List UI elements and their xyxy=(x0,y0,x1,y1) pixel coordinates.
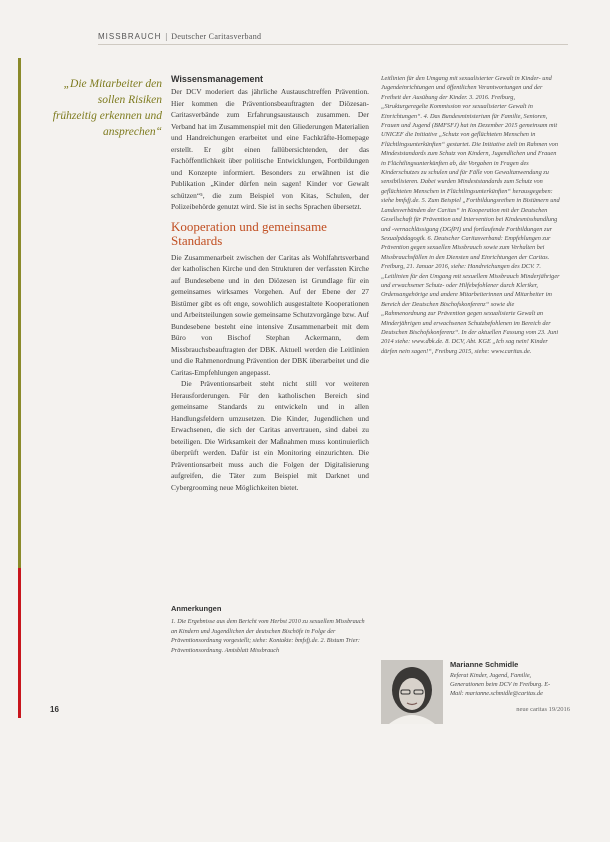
section-label: MISSBRAUCH xyxy=(98,32,162,41)
notes-text: 1. Die Ergebnisse aus dem Bericht vom Herbst 2010 zu sexuellem Missbrauch an Kindern und Jugendlichen der deutschen Bischöfe in Folge der Präventionsordnung vorgestellt; siehe: Kontakte: bmfsfj.de. 2. Bistum Trier: Präventionsordnung. Amtsblatt Missbrauch xyxy=(171,618,365,654)
section-heading-wissensmanagement: Wissensmanagement xyxy=(171,74,263,84)
footnotes-text: Leitlinien für den Umgang mit sexualisierter Gewalt in Kinder- und Jugendeinrichtungen und öffentlichen Verantwortungen und der Freiheit der Ausübung der Kinder. 3. 2016. Freiburg, „Strukturgeregelte Kommission vor sexualisierter Gewalt in Einrichtungen“. 4. Das Bundesministerium für Familie, Senioren, Frauen und Jugend (BMFSFJ) hat im Dezember 2015 gemeinsam mit UNICEF die Initiative „Schutz von geflüchteten Menschen in Flüchtlingsunterkünften“ gestartet. Die Initiative zielt im Rahmen von Mindeststandards zum Schutz von Kindern, Jugendlichen und Frauen in Flüchtlingsunterkünften ab, die Vorgaben in Fragen des Kinderschutzes zu schulen und für Fälle von Gewaltanwendung zu sensibilisieren. Dabei wurden Mindeststandards zum Schutz von geflüchteten Menschen in Flüchtlingsunterkünften“ herausgegeben: siehe bmfsfj.de. 5. Zum Beispiel „Fortbildungsreihen in Bistümern und Landesverbänden der Caritas“ in Kooperation mit der Deutschen Gesellschaft für Prävention und Intervention bei Kindesmisshandlung und -vernachlässigung (DGfPI) und fortlaufende Fortbildungen zur Sexualpädagogik. 6. Deutscher Caritasverband: Empfehlungen zur Prävention gegen sexuellen Missbrauch sowie zum Verhalten bei Missbrauchsfällen in den Diensten und Einrichtungen der Caritas. Freiburg, 21. Januar 2016, siehe: Handreichungen des DCV. 7. „Leitlinien für den Umgang mit sexuellem Missbrauch Minderjähriger und erwachsener Schutz- oder Hilfebefohlener durch Kleriker, Ordensangehörige und andere Mitarbeiterinnen und Mitarbeiter im Bereich der Deutschen Bischofskonferenz“ sowie die „Rahmenordnung zur Prävention gegen sexualisierte Gewalt an Minderjährigen und erwachsenen Schutzbefohlenen im Bereich der Deutschen Bischofskonferenz“. In der aktuellen Fassung vom 23. Juni 2014 siehe: www.dbk.de. 8. DCV, Abt. KGE „Ich sag nein! Kinder dürfen nein sagen!“, Freiburg 2015, siehe: www.caritas.de. xyxy=(381,75,560,355)
paragraph-kooperation-2: Die Präventionsarbeit steht nicht still vor weiteren Herausforderungen. Für den katholischen Bereich sind gemeinsame Standards zu entwickeln und in allen Handlungsfeldern umzusetzen. Die Kinder, Jugendlichen und Erwachsenen, die sich der Caritas anvertrauen, sind dabei zu beteiligen. Die Wirksamkeit der Maßnahmen muss kontinuierlich überprüft werden. Dafür ist ein Monitoring einzurichten. Die Präventionsarbeit muss auch die Folgen der Digitalisierung aufgreifen, die Täter zum Beispiel mit Darknet und Cybergrooming neue Möglichkeiten bietet. xyxy=(171,379,369,492)
section-heading-kooperation: Kooperation und gemeinsame Standards xyxy=(171,218,327,248)
header-subtitle: Deutscher Caritasverband xyxy=(171,32,262,41)
accent-bar-red xyxy=(18,568,21,718)
pull-quote: „Die Mitarbeiter den sollen Risiken frühzeitig erkennen und ansprechen“ xyxy=(52,78,162,138)
paragraph-wissensmanagement: Der DCV moderiert das jährliche Austauschtreffen Prävention. Hier kommen die Präventionsbeauftragten der Diözesan-Caritasverbände zum Erfahrungsaustausch zusammen. Der Verband hat im Zusammenspiel mit den Gliederungen Materialien und Handreichungen erarbeitet und eine Fachkräfte-Homepage erstellt. Er gibt einen fallübersichtenden, der das Fachöffentlichkeit über politische Entwicklungen, Fortbildungen und Konzepte informiert. Besonders zu erwähnen ist die Publikation „Kinder dürfen nein sagen! Kinder vor Gewalt schützen“⁵, die zum Beispiel von Kitas, Schulen, der Polizeibehörde genutzt wird. Sie ist in sechs Sprachen übersetzt. xyxy=(171,87,369,211)
footnotes-column xyxy=(381,74,561,356)
journal-issue: neue caritas 19/2016 xyxy=(516,706,570,713)
main-column xyxy=(171,74,369,493)
author-box xyxy=(381,660,561,724)
notes-section xyxy=(171,604,369,655)
page-header: MISSBRAUCH | Deutscher Caritasverband xyxy=(98,32,262,41)
author-name: Marianne Schmidle xyxy=(450,660,519,669)
header-rule xyxy=(98,44,568,45)
author-photo xyxy=(381,660,443,724)
notes-heading: Anmerkungen xyxy=(171,604,222,613)
paragraph-kooperation-1: Die Zusammenarbeit zwischen der Caritas als Wohlfahrtsverband der katholischen Kirche und den Strukturen der verfassten Kirche auf Bundesebene und in den Diözesen ist Grundlage für ein gemeinsames wirksames Vorgehen. Auf der Ebene der 27 Bistümer gibt es oft enge, sowohlich ausgestaltete Kooperationen und Arbeitsteilungen sowie gemeinsame Schutzvorgänge bzw. Auf Bundesebene besteht eine intensive Zusammenarbeit mit dem Büro von Bischof Stephan Ackermann, dem Missbrauchsbeauftragten der DBK. Aktuell werden die Leitlinien und die Rahmenordnung Prävention der DBK überarbeitet und die Caritas-Empfehlungen angepasst. xyxy=(171,252,369,377)
accent-bar-olive xyxy=(18,58,21,568)
author-info xyxy=(450,660,562,698)
page-number: 16 xyxy=(50,705,59,714)
author-bio: Referat Kinder, Jugend, Familie, Generationen beim DCV in Freiburg. E-Mail: marianne.schmidle@caritas.de xyxy=(450,672,551,697)
